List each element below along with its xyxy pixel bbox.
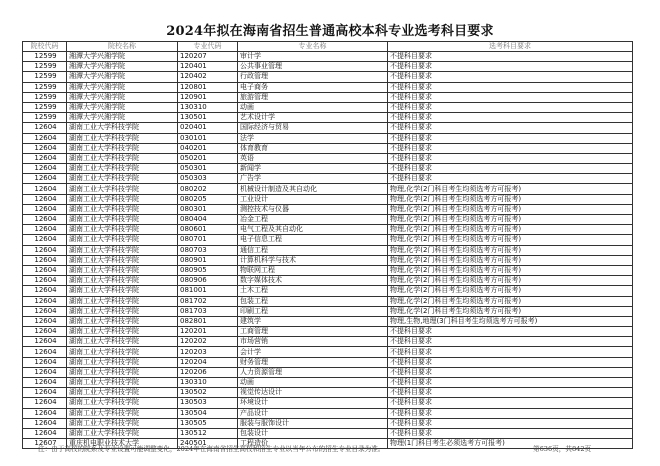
cell-major-name: 工商管理 xyxy=(238,327,388,337)
cell-school-name: 湖南工业大学科技学院 xyxy=(67,316,178,326)
cell-subject-requirement: 不提科目要求 xyxy=(388,327,633,337)
cell-major-code: 130501 xyxy=(178,113,238,123)
cell-subject-requirement: 物理,化学(2门科目考生均须选考方可报考) xyxy=(388,184,633,194)
cell-school-code: 12604 xyxy=(23,265,67,275)
cell-major-name: 通信工程 xyxy=(238,245,388,255)
cell-subject-requirement: 不提科目要求 xyxy=(388,102,633,112)
cell-major-code: 120206 xyxy=(178,367,238,377)
cell-major-name: 视觉传达设计 xyxy=(238,388,388,398)
table-row xyxy=(23,286,633,296)
cell-school-name: 湖南工业大学科技学院 xyxy=(67,337,178,347)
cell-school-name: 湖南工业大学科技学院 xyxy=(67,408,178,418)
cell-major-name: 财务管理 xyxy=(238,357,388,367)
cell-school-code: 12604 xyxy=(23,296,67,306)
cell-major-code: 080404 xyxy=(178,215,238,225)
cell-subject-requirement: 不提科目要求 xyxy=(388,123,633,133)
table-row xyxy=(23,367,633,377)
table-row xyxy=(23,102,633,112)
table-row xyxy=(23,123,633,133)
cell-major-name: 测控技术与仪器 xyxy=(238,204,388,214)
cell-major-name: 行政管理 xyxy=(238,72,388,82)
cell-school-code: 12599 xyxy=(23,92,67,102)
table-row xyxy=(23,153,633,163)
header-major-name: 专业名称 xyxy=(238,42,388,52)
cell-major-name: 电气工程及其自动化 xyxy=(238,225,388,235)
cell-major-name: 英语 xyxy=(238,153,388,163)
cell-subject-requirement: 不提科目要求 xyxy=(388,337,633,347)
cell-subject-requirement: 物理,化学(2门科目考生均须选考方可报考) xyxy=(388,306,633,316)
cell-major-name: 工程造价 xyxy=(238,439,388,449)
cell-major-code: 120203 xyxy=(178,347,238,357)
cell-major-name: 艺术设计学 xyxy=(238,113,388,123)
cell-subject-requirement: 不提科目要求 xyxy=(388,378,633,388)
cell-major-code: 080205 xyxy=(178,194,238,204)
cell-school-code: 12604 xyxy=(23,398,67,408)
cell-major-name: 数字媒体技术 xyxy=(238,276,388,286)
cell-major-code: 120801 xyxy=(178,82,238,92)
cell-school-name: 湘潭大学兴湘学院 xyxy=(67,72,178,82)
cell-major-code: 080703 xyxy=(178,245,238,255)
cell-subject-requirement: 物理,化学(2门科目考生均须选考方可报考) xyxy=(388,245,633,255)
cell-school-name: 重庆机电职业技术大学 xyxy=(67,439,178,449)
cell-major-name: 法学 xyxy=(238,133,388,143)
cell-school-code: 12604 xyxy=(23,215,67,225)
cell-school-name: 湖南工业大学科技学院 xyxy=(67,153,178,163)
cell-subject-requirement: 物理,化学(2门科目考生均须选考方可报考) xyxy=(388,255,633,265)
cell-major-name: 人力资源管理 xyxy=(238,367,388,377)
cell-school-name: 湘潭大学兴湘学院 xyxy=(67,52,178,62)
cell-major-code: 130310 xyxy=(178,378,238,388)
cell-subject-requirement: 不提科目要求 xyxy=(388,388,633,398)
cell-major-name: 服装与服饰设计 xyxy=(238,418,388,428)
cell-subject-requirement: 不提科目要求 xyxy=(388,52,633,62)
table-row xyxy=(23,276,633,286)
cell-major-code: 120207 xyxy=(178,52,238,62)
cell-major-code: 240501 xyxy=(178,439,238,449)
cell-school-name: 湖南工业大学科技学院 xyxy=(67,133,178,143)
table-row xyxy=(23,72,633,82)
cell-school-code: 12599 xyxy=(23,62,67,72)
cell-major-code: 130503 xyxy=(178,398,238,408)
table-row xyxy=(23,347,633,357)
table-row xyxy=(23,92,633,102)
cell-subject-requirement: 物理,化学(2门科目考生均须选考方可报考) xyxy=(388,286,633,296)
cell-major-code: 050303 xyxy=(178,174,238,184)
cell-school-name: 湖南工业大学科技学院 xyxy=(67,357,178,367)
table-row xyxy=(23,378,633,388)
cell-school-name: 湖南工业大学科技学院 xyxy=(67,398,178,408)
table-row xyxy=(23,225,633,235)
cell-major-code: 080202 xyxy=(178,184,238,194)
cell-subject-requirement: 物理,化学(2门科目考生均须选考方可报考) xyxy=(388,225,633,235)
cell-school-code: 12604 xyxy=(23,408,67,418)
cell-major-code: 030101 xyxy=(178,133,238,143)
cell-school-code: 12599 xyxy=(23,52,67,62)
table-row xyxy=(23,245,633,255)
cell-subject-requirement: 物理,化学(2门科目考生均须选考方可报考) xyxy=(388,265,633,275)
cell-major-code: 050301 xyxy=(178,164,238,174)
cell-major-code: 080701 xyxy=(178,235,238,245)
cell-subject-requirement: 物理,化学(2门科目考生均须选考方可报考) xyxy=(388,204,633,214)
cell-subject-requirement: 物理,化学(2门科目考生均须选考方可报考) xyxy=(388,235,633,245)
cell-school-name: 湖南工业大学科技学院 xyxy=(67,164,178,174)
cell-subject-requirement: 不提科目要求 xyxy=(388,92,633,102)
cell-school-code: 12604 xyxy=(23,357,67,367)
table-row xyxy=(23,164,633,174)
cell-school-name: 湖南工业大学科技学院 xyxy=(67,347,178,357)
cell-school-code: 12607 xyxy=(23,439,67,449)
cell-major-name: 土木工程 xyxy=(238,286,388,296)
table-row xyxy=(23,143,633,153)
cell-school-name: 湘潭大学兴湘学院 xyxy=(67,62,178,72)
table-row xyxy=(23,194,633,204)
cell-major-code: 120901 xyxy=(178,92,238,102)
cell-school-name: 湖南工业大学科技学院 xyxy=(67,245,178,255)
cell-school-name: 湖南工业大学科技学院 xyxy=(67,194,178,204)
cell-school-name: 湖南工业大学科技学院 xyxy=(67,143,178,153)
cell-school-name: 湖南工业大学科技学院 xyxy=(67,255,178,265)
cell-subject-requirement: 不提科目要求 xyxy=(388,398,633,408)
cell-major-name: 动画 xyxy=(238,378,388,388)
cell-school-name: 湖南工业大学科技学院 xyxy=(67,204,178,214)
cell-school-code: 12604 xyxy=(23,235,67,245)
cell-school-code: 12604 xyxy=(23,194,67,204)
cell-major-code: 080906 xyxy=(178,276,238,286)
cell-school-name: 湖南工业大学科技学院 xyxy=(67,296,178,306)
table-header-row xyxy=(23,42,633,52)
cell-major-name: 包装设计 xyxy=(238,428,388,438)
cell-subject-requirement: 不提科目要求 xyxy=(388,72,633,82)
cell-major-name: 广告学 xyxy=(238,174,388,184)
cell-major-name: 建筑学 xyxy=(238,316,388,326)
table-row xyxy=(23,316,633,326)
cell-school-code: 12604 xyxy=(23,225,67,235)
cell-school-code: 12604 xyxy=(23,306,67,316)
cell-major-code: 081702 xyxy=(178,296,238,306)
cell-subject-requirement: 不提科目要求 xyxy=(388,113,633,123)
cell-subject-requirement: 不提科目要求 xyxy=(388,133,633,143)
cell-school-code: 12604 xyxy=(23,255,67,265)
cell-major-name: 动画 xyxy=(238,102,388,112)
cell-major-name: 市场营销 xyxy=(238,337,388,347)
cell-school-name: 湘潭大学兴湘学院 xyxy=(67,113,178,123)
cell-major-code: 120202 xyxy=(178,337,238,347)
footnote: 注：由于高校的院系及专业设置可能调整变化，2024年在海南省招生高校和招生专业以当年公布的招生专业目录为准。 xyxy=(38,445,385,453)
cell-major-code: 020401 xyxy=(178,123,238,133)
cell-major-name: 冶金工程 xyxy=(238,215,388,225)
table-row xyxy=(23,388,633,398)
cell-school-code: 12604 xyxy=(23,184,67,194)
header-major-code: 专业代码 xyxy=(178,42,238,52)
cell-school-name: 湖南工业大学科技学院 xyxy=(67,367,178,377)
cell-school-code: 12604 xyxy=(23,327,67,337)
cell-major-name: 物联网工程 xyxy=(238,265,388,275)
cell-subject-requirement: 物理(1门科目考生必须选考方可报考) xyxy=(388,439,633,449)
cell-school-name: 湘潭大学兴湘学院 xyxy=(67,92,178,102)
cell-major-code: 130504 xyxy=(178,408,238,418)
cell-school-code: 12599 xyxy=(23,102,67,112)
cell-subject-requirement: 不提科目要求 xyxy=(388,367,633,377)
table-row xyxy=(23,398,633,408)
cell-major-name: 印刷工程 xyxy=(238,306,388,316)
cell-school-name: 湖南工业大学科技学院 xyxy=(67,276,178,286)
table-row xyxy=(23,265,633,275)
cell-major-code: 120402 xyxy=(178,72,238,82)
cell-school-code: 12604 xyxy=(23,337,67,347)
cell-subject-requirement: 不提科目要求 xyxy=(388,357,633,367)
cell-major-code: 082801 xyxy=(178,316,238,326)
table-body xyxy=(23,52,633,449)
cell-school-code: 12604 xyxy=(23,204,67,214)
cell-major-code: 130512 xyxy=(178,428,238,438)
cell-subject-requirement: 不提科目要求 xyxy=(388,174,633,184)
table-row xyxy=(23,408,633,418)
cell-major-name: 体育教育 xyxy=(238,143,388,153)
cell-school-name: 湘潭大学兴湘学院 xyxy=(67,102,178,112)
cell-major-name: 新闻学 xyxy=(238,164,388,174)
cell-school-name: 湖南工业大学科技学院 xyxy=(67,123,178,133)
cell-major-code: 080601 xyxy=(178,225,238,235)
cell-school-code: 12604 xyxy=(23,347,67,357)
cell-school-code: 12604 xyxy=(23,276,67,286)
cell-subject-requirement: 物理,化学(2门科目考生均须选考方可报考) xyxy=(388,215,633,225)
table-row xyxy=(23,235,633,245)
cell-school-name: 湖南工业大学科技学院 xyxy=(67,184,178,194)
cell-school-code: 12604 xyxy=(23,164,67,174)
cell-major-code: 081703 xyxy=(178,306,238,316)
cell-major-code: 130505 xyxy=(178,418,238,428)
cell-school-name: 湖南工业大学科技学院 xyxy=(67,235,178,245)
header-school-name: 院校名称 xyxy=(67,42,178,52)
cell-subject-requirement: 物理,生物,地理(3门科目考生均须选考方可报考) xyxy=(388,316,633,326)
cell-major-code: 080901 xyxy=(178,255,238,265)
table-row xyxy=(23,428,633,438)
cell-major-name: 电子信息工程 xyxy=(238,235,388,245)
cell-school-name: 湖南工业大学科技学院 xyxy=(67,174,178,184)
cell-school-code: 12604 xyxy=(23,174,67,184)
cell-major-code: 080905 xyxy=(178,265,238,275)
cell-school-name: 湖南工业大学科技学院 xyxy=(67,265,178,275)
cell-school-code: 12599 xyxy=(23,113,67,123)
page-title: 2024年拟在海南省招生普通高校本科专业选考科目要求 xyxy=(166,24,494,39)
cell-major-name: 包装工程 xyxy=(238,296,388,306)
header-school-code: 院校代码 xyxy=(23,42,67,52)
cell-subject-requirement: 物理,化学(2门科目考生均须选考方可报考) xyxy=(388,194,633,204)
cell-school-code: 12604 xyxy=(23,418,67,428)
cell-school-name: 湖南工业大学科技学院 xyxy=(67,378,178,388)
cell-major-name: 计算机科学与技术 xyxy=(238,255,388,265)
cell-school-name: 湘潭大学兴湘学院 xyxy=(67,82,178,92)
table-row xyxy=(23,357,633,367)
cell-school-code: 12604 xyxy=(23,123,67,133)
cell-major-code: 040201 xyxy=(178,143,238,153)
cell-school-code: 12604 xyxy=(23,286,67,296)
cell-major-name: 国际经济与贸易 xyxy=(238,123,388,133)
cell-school-name: 湖南工业大学科技学院 xyxy=(67,225,178,235)
cell-major-code: 120204 xyxy=(178,357,238,367)
cell-major-code: 050201 xyxy=(178,153,238,163)
table-row xyxy=(23,306,633,316)
table-row xyxy=(23,82,633,92)
cell-major-name: 环境设计 xyxy=(238,398,388,408)
cell-school-code: 12604 xyxy=(23,388,67,398)
cell-school-code: 12604 xyxy=(23,378,67,388)
cell-major-name: 会计学 xyxy=(238,347,388,357)
table-row xyxy=(23,133,633,143)
cell-school-code: 12604 xyxy=(23,367,67,377)
table-row xyxy=(23,52,633,62)
cell-major-code: 120401 xyxy=(178,62,238,72)
cell-major-code: 130502 xyxy=(178,388,238,398)
cell-major-name: 审计学 xyxy=(238,52,388,62)
cell-major-name: 旅游管理 xyxy=(238,92,388,102)
cell-major-name: 电子商务 xyxy=(238,82,388,92)
cell-major-name: 机械设计制造及其自动化 xyxy=(238,184,388,194)
cell-major-name: 工业设计 xyxy=(238,194,388,204)
cell-subject-requirement: 不提科目要求 xyxy=(388,164,633,174)
cell-major-code: 081001 xyxy=(178,286,238,296)
cell-major-name: 产品设计 xyxy=(238,408,388,418)
cell-subject-requirement: 不提科目要求 xyxy=(388,153,633,163)
cell-school-name: 湖南工业大学科技学院 xyxy=(67,428,178,438)
cell-major-code: 130310 xyxy=(178,102,238,112)
cell-subject-requirement: 不提科目要求 xyxy=(388,82,633,92)
cell-major-code: 120201 xyxy=(178,327,238,337)
table-row xyxy=(23,184,633,194)
table-row xyxy=(23,215,633,225)
cell-school-code: 12604 xyxy=(23,153,67,163)
cell-school-code: 12604 xyxy=(23,133,67,143)
cell-subject-requirement: 不提科目要求 xyxy=(388,143,633,153)
cell-subject-requirement: 物理,化学(2门科目考生均须选考方可报考) xyxy=(388,276,633,286)
page-indicator: 第636页，共842页 xyxy=(533,445,592,453)
cell-major-name: 公共事业管理 xyxy=(238,62,388,72)
requirements-table xyxy=(22,41,633,449)
cell-school-name: 湖南工业大学科技学院 xyxy=(67,215,178,225)
cell-subject-requirement: 不提科目要求 xyxy=(388,347,633,357)
table-row xyxy=(23,327,633,337)
header-subject-requirement: 选考科目要求 xyxy=(388,42,633,52)
cell-school-name: 湖南工业大学科技学院 xyxy=(67,418,178,428)
table-row xyxy=(23,296,633,306)
cell-school-name: 湖南工业大学科技学院 xyxy=(67,306,178,316)
cell-school-code: 12604 xyxy=(23,245,67,255)
cell-subject-requirement: 物理,化学(2门科目考生均须选考方可报考) xyxy=(388,296,633,306)
cell-subject-requirement: 不提科目要求 xyxy=(388,62,633,72)
table-row xyxy=(23,62,633,72)
table-row xyxy=(23,174,633,184)
table-row xyxy=(23,255,633,265)
cell-school-code: 12604 xyxy=(23,428,67,438)
cell-school-name: 湖南工业大学科技学院 xyxy=(67,286,178,296)
cell-subject-requirement: 不提科目要求 xyxy=(388,418,633,428)
table-row xyxy=(23,418,633,428)
cell-major-code: 080301 xyxy=(178,204,238,214)
cell-subject-requirement: 不提科目要求 xyxy=(388,408,633,418)
cell-school-code: 12604 xyxy=(23,143,67,153)
table-row xyxy=(23,204,633,214)
cell-school-code: 12599 xyxy=(23,72,67,82)
cell-school-name: 湖南工业大学科技学院 xyxy=(67,327,178,337)
cell-subject-requirement: 不提科目要求 xyxy=(388,428,633,438)
cell-school-code: 12599 xyxy=(23,82,67,92)
table-row xyxy=(23,113,633,123)
table-row xyxy=(23,337,633,347)
cell-school-name: 湖南工业大学科技学院 xyxy=(67,388,178,398)
cell-school-code: 12604 xyxy=(23,316,67,326)
